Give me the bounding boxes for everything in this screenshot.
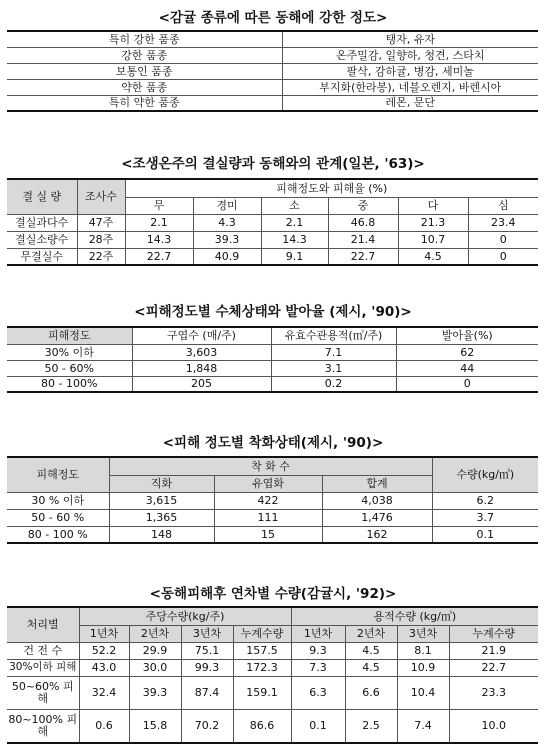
table-row [7,214,538,231]
table-row [7,642,538,659]
cell: 7.1 [271,344,396,360]
header-cell: 특히 강한 품종 [7,31,282,47]
cell: 157.5 [233,642,291,659]
cell: 32.4 [79,676,129,709]
cell: 4.5 [345,659,397,676]
section-4-title: <피해 정도별 착화상태(제시, '90)> [162,435,384,451]
cell: 3,615 [109,492,214,509]
sub-header: 직화 [109,475,214,492]
cell: 4,038 [322,492,432,509]
cell: 7.4 [397,709,449,743]
cell: 148 [109,526,214,543]
cell: 0 [463,377,471,391]
sub-header: 2년차 [345,625,397,642]
cell: 99.3 [181,659,233,676]
sub-header: 1년차 [291,625,345,642]
cell: 80 - 100 % [7,526,109,543]
fruiting-damage-table [7,178,538,266]
sub-header: 2년차 [129,625,181,642]
sub-header: 소 [261,197,328,214]
cell: 0.2 [271,376,396,392]
cell: 1,365 [109,509,214,526]
cell: 약한 품종 [7,79,282,95]
table-row [7,676,538,709]
cell: 205 [132,376,271,392]
cell: 22.7 [328,248,398,265]
section-5-title: <동해피해후 연차별 수량(감귤시, '92)> [149,586,397,602]
cell: 레몬, 문단 [385,96,435,110]
cell: 7.3 [291,659,345,676]
cell: 111 [214,509,322,526]
cell: 10.0 [481,719,507,733]
cell: 결실소량수 [7,231,77,248]
table-row [7,709,538,743]
cell: 28주 [77,231,125,248]
section-3-title: <피해정도별 수체상태와 발아율 (제시, '90)> [134,304,412,320]
sub-header: 다 [398,197,468,214]
header-cell: 탱자, 유자 [282,31,538,47]
cell: 보통인 품종 [7,63,282,79]
cell: 결실과다수 [7,214,77,231]
header-cell: 조사수 [77,179,125,214]
sub-header: 경미 [193,197,261,214]
cell: 30 % 이하 [7,492,109,509]
group-header: 착 화 수 [109,457,432,475]
table-row [7,231,538,248]
sub-header: 중 [328,197,398,214]
cell: 50 - 60 % [7,509,109,526]
sub-header: 3년차 [397,625,449,642]
sub-header: 합계 [322,475,432,492]
cell: 4.5 [345,642,397,659]
cell: 46.8 [328,214,398,231]
cell: 87.4 [181,676,233,709]
cell: 0 [468,231,538,248]
group-header: 용적수량 (kg/㎥) [291,607,538,625]
sub-header: 심 [468,197,538,214]
cell: 39.3 [193,231,261,248]
cell: 4.5 [398,248,468,265]
cell: 6.3 [291,676,345,709]
cell: 52.2 [79,642,129,659]
cell: 14.3 [125,231,193,248]
sub-header: 1년차 [79,625,129,642]
cell: 422 [214,492,322,509]
sub-header: 3년차 [181,625,233,642]
cell: 30%이하 피해 [7,659,79,676]
section-1-title: <감귤 종류에 따른 동해에 강한 정도> [158,10,388,26]
cell: 무결실수 [7,248,77,265]
cell: 0 [499,249,507,263]
cell: 75.1 [181,642,233,659]
cell: 강한 품종 [7,47,282,63]
table-row [7,360,538,376]
cell: 9.1 [261,248,328,265]
cell: 159.1 [233,676,291,709]
cell: 6.2 [432,492,538,509]
table-row [7,492,538,509]
group-header: 피해정도와 피해율 (%) [125,179,538,197]
cell: 43.0 [79,659,129,676]
header-cell: 유효수관용적(㎥/주) [271,327,396,344]
cell: 21.9 [449,642,538,659]
cell: 0.1 [291,709,345,743]
table-row [7,659,538,676]
cell: 40.9 [193,248,261,265]
table-row [7,47,538,63]
cell: 50~60% 피해 [7,676,79,709]
cell: 70.2 [181,709,233,743]
header-cell: 피해정도 [7,457,109,492]
cell: 62 [396,344,538,360]
cell: 44 [396,360,538,376]
sub-header: 누계수량 [449,625,538,642]
cell: 9.3 [291,642,345,659]
header-cell: 발아율(%) [396,327,538,344]
cell: 팔삭, 감하귤, 병감, 세미놀 [282,63,538,79]
table-row [7,344,538,360]
cell: 3,603 [132,344,271,360]
cell: 건 전 수 [7,642,79,659]
cold-tolerance-table [7,30,538,112]
table-row [7,248,538,265]
cell: 80 - 100% [7,376,132,392]
cell: 15.8 [129,709,181,743]
cell: 특히 약한 품종 [7,95,282,111]
cell: 10.4 [397,676,449,709]
cell: 15 [214,526,322,543]
cell: 86.6 [233,709,291,743]
cell: 0.1 [476,527,495,541]
cell: 0.6 [79,709,129,743]
cell: 39.3 [129,676,181,709]
cell: 22주 [77,248,125,265]
cell: 1,476 [322,509,432,526]
cell: 부지화(한라봉), 네블오렌지, 바렌시아 [282,79,538,95]
header-cell: 구엽수 (매/주) [132,327,271,344]
table-row [7,79,538,95]
header-cell: 결 실 량 [7,179,77,214]
cell: 21.4 [328,231,398,248]
cell: 23.3 [449,676,538,709]
table-row [7,509,538,526]
cell: 30% 이하 [7,344,132,360]
table-row [7,63,538,79]
cell: 30.0 [129,659,181,676]
tree-condition-table [7,326,538,393]
table-row [7,376,538,392]
cell: 8.1 [397,642,449,659]
cell: 2.5 [345,709,397,743]
cell: 2.1 [261,214,328,231]
header-cell: 처리별 [7,607,79,642]
cell: 3.7 [432,509,538,526]
cell: 3.1 [271,360,396,376]
cell: 80~100% 피해 [7,709,79,743]
table-row [7,526,538,543]
cell: 22.7 [449,659,538,676]
cell: 14.3 [261,231,328,248]
cell: 21.3 [398,214,468,231]
cell: 23.4 [468,214,538,231]
cell: 6.6 [345,676,397,709]
cell: 온주밀감, 일향하, 청견, 스타치 [282,47,538,63]
header-cell: 수량(kg/㎥) [432,457,538,492]
cell: 10.9 [397,659,449,676]
section-2-title: <조생온주의 결실량과 동해와의 관계(일본, '63)> [121,156,425,172]
table-row [7,95,538,111]
cell: 1,848 [132,360,271,376]
sub-header: 누계수량 [233,625,291,642]
yield-by-year-table [7,606,538,744]
cell: 172.3 [233,659,291,676]
cell: 50 - 60% [7,360,132,376]
cell: 47주 [77,214,125,231]
cell: 2.1 [125,214,193,231]
cell: 4.3 [193,214,261,231]
cell: 162 [322,526,432,543]
flowering-table [7,456,538,544]
cell: 10.7 [398,231,468,248]
group-header: 주당수량(kg/주) [79,607,291,625]
cell: 29.9 [129,642,181,659]
sub-header: 유엽화 [214,475,322,492]
cell: 22.7 [125,248,193,265]
sub-header: 무 [125,197,193,214]
header-cell: 피해정도 [7,327,132,344]
